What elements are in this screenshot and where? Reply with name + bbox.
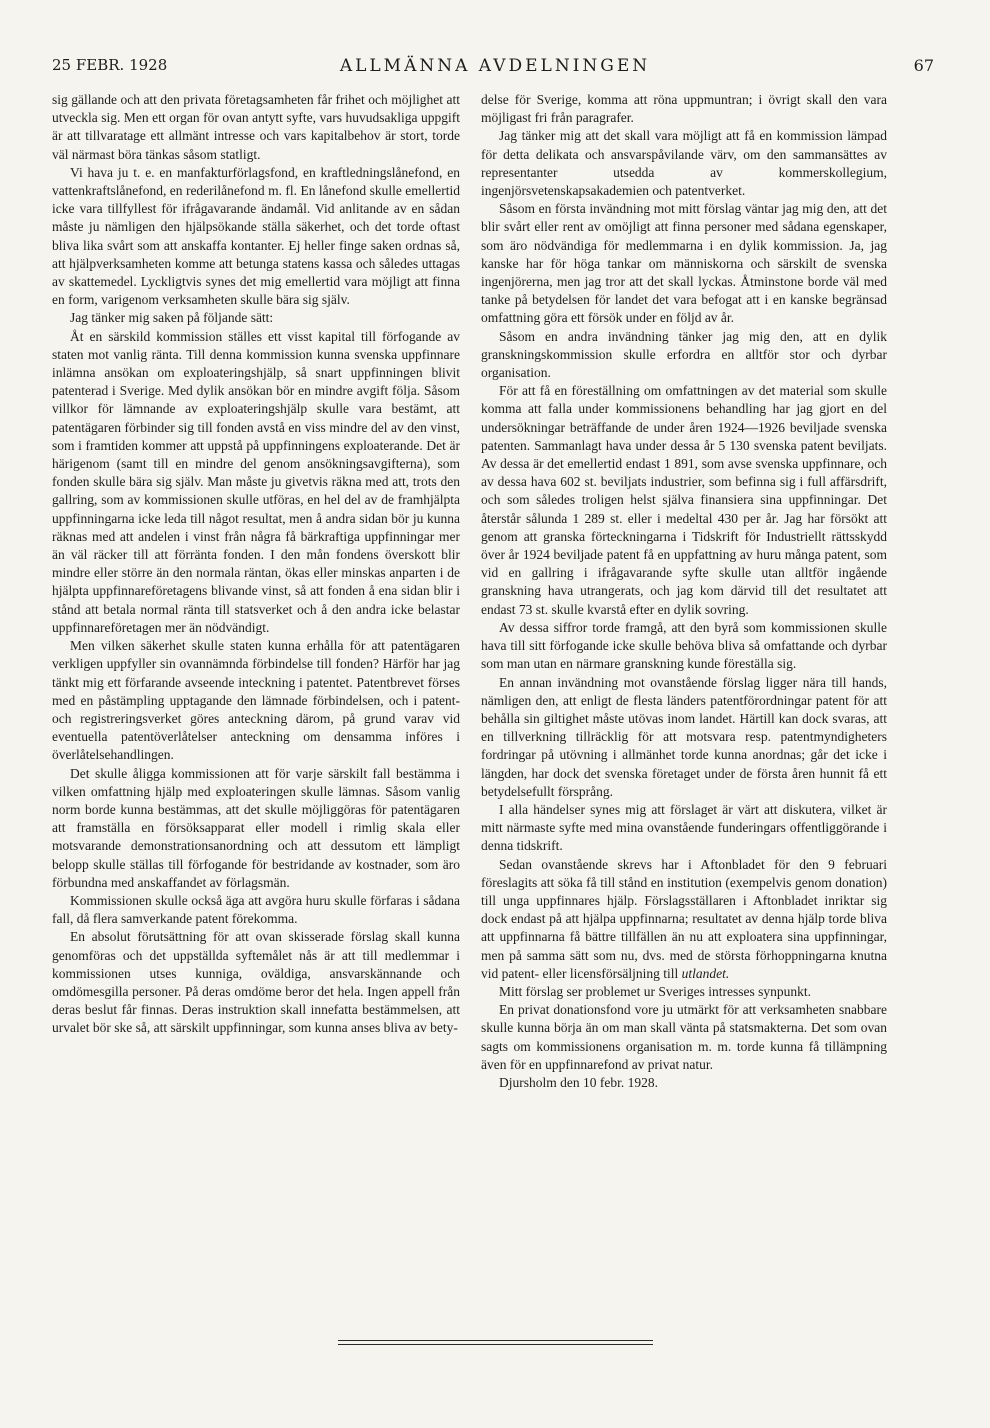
end-rule-bottom — [338, 1344, 653, 1345]
paragraph: För att få en föreställning om omfattningen av det material som skulle komma att falla under kommissionens behandling har jag gjort en del undersökningar beträffande de under åren 1924—1926 beviljade svenska patenten. Sammanlagt hava under dessa år 5 130 svenska patent beviljats. Av dessa är det emellertid endast 1 891, som avse svenska uppfinnare, och av dessa hava 602 st. beviljats industrier, som befinna sig i full affärsdrift, och som således troligen helst själva finansiera sina uppfinningar. Det återstår sålunda 1 289 st. eller i medeltal 430 per år. Jag har försökt att genom att granska förteckningarna i Tidskrift för Industriellt rättsskydd över år 1924 beviljade patent få en uppfattning av huru många patent, som vid en gallring i ifrågavarande syfte skulle utan alltför ingående granskning hava utrangerats, och jag kom därvid till det resultatet att endast 73 st. skulle kvarstå efter en dylik sovring. — [481, 383, 887, 617]
paragraph: Såsom en andra invändning tänker jag mig den, att en dylik granskningskommission skulle erfordra en alltför stor och dyrbar organisation. — [481, 328, 887, 381]
paragraph: Åt en särskild kommission ställes ett visst kapital till förfogande av staten mot vanlig ränta. Till denna kommission kunna svenska uppfinnare inlämna ansökan om exploateringshjälp, så snart uppfinningen blivit patenterad i Sverige. Med dylik ansökan bör en mindre avgift följa. Såsom villkor för lämnande av exploateringshjälp skulle vara bestämt, att patentägaren förbinder sig till fonden avstå en viss mindre del av den vinst, som i framtiden kommer att uppstå på uppfinningens exploaterande. Det är härigenom (samt till en mindre del genom ansökningsavgifterna), som fonden skulle bära sig själv. Man måste ju givetvis räkna med att, trots den gallring, som av kommissionen skulle utföras, en hel del av de framhjälpta uppfinningarna icke leda till något resultat, men å andra sidan bör ju kunna räknas med att andelen i vinst från några få bärkraftiga uppfinningar mer än väl räcker till att förränta fonden. I den mån fondens överskott blir mindre eller större än den normala räntan, ökas eller minskas anparten i de hjälpta uppfinnareföretagens blivande vinst, så att fonden å ena sidan blir i stånd att betala normal ränta till statsverket och å den andra icke belastar uppfinnareföretagen mer än nödvändigt. — [52, 328, 460, 635]
paragraph: Jag tänker mig att det skall vara möjligt att få en kommission lämpad för detta delikata och ansvarspåvilande värv, om den sammansättes av representanter utsedda av kommerskollegium, ingenjörsvetenskapsakademien och patentverket. — [481, 128, 887, 199]
paragraph: Vi hava ju t. e. en manfakturförlagsfond, en kraftledningslånefond, en vattenkraftslånefond, en rederilånefond m. fl. En lånefond skulle emellertid icke vara tillfyllest för ifrågavarande ändamål. Vid anlitande av en sådan måste ju nämligen den hjälpsökande ställa säkerhet, och det torde oftast bliva lika svårt som att anskaffa kontanter. Ej heller finge saken ordnas så, att hjälpverksamheten komme att betunga statens kassa och således uttagas av skattemedel. Lyckligtvis synes det mig emellertid vara möjligt att finna en form, varigenom verksamheten skulle bära sig själv. — [52, 164, 460, 308]
paragraph: sig gällande och att den privata företagsamheten får frihet och möjlighet att utveckla sig. Men ett organ för ovan antytt syfte, vars huvudsakliga uppgift är att tillvaratage ett allmänt intresse och vars kapitalbehov är stort, torde väl närmast böra tänkas såsom statligt. — [52, 92, 460, 162]
paragraph: Av dessa siffror torde framgå, att den byrå som kommissionen skulle hava till sitt förfogande icke skulle behöva bliva så omfattande och dyrbar som man utan en närmare granskning kunde föreställa sig. — [481, 619, 887, 672]
emphasized-word: utlandet. — [681, 965, 730, 981]
paragraph — [481, 856, 887, 983]
paragraph: Jag tänker mig saken på följande sätt: — [70, 310, 274, 326]
paragraph-text: Sedan ovanstående skrevs har i Aftonbladet för den 9 februari föreslagits att söka få till stånd en institution (exempelvis genom donation) till unga uppfinnares hjälp. Förslagsställaren i Aftonbladet inriktar sig dock endast på att hjälpa uppfinnarna; resultatet av denna hjälp torde bliva att uppfinnarna få bättre tillfällen än nu att exploatera sina uppfinningar, men på samma sätt som nu, dvs. med de största förhoppningarna knutna vid patent- eller licensförsäljning till — [481, 856, 887, 981]
paragraph: I alla händelser synes mig att förslaget är värt att diskutera, vilket är mitt närmaste syfte med mina ovanstående funderingars offentliggörande i denna tidskrift. — [481, 801, 887, 854]
paragraph: En absolut förutsättning för att ovan skisserade förslag skall kunna genomföras och det uppställda syftemålet nås är att till medlemmar i kommissionen utses kunniga, oväldiga, ansvarskännande och omdömesgilla personer. På deras omdöme beror det hela. Ingen appell från deras beslut får finnas. Deras instruktion skall innefatta bestämmelsen, att urvalet bör ske så, att särskilt uppfinningar, som kunna anses bliva av bety- — [52, 929, 460, 1036]
paragraph: delse för Sverige, komma att röna uppmuntran; i övrigt skall den vara möjligast fri från paragrafer. — [481, 92, 887, 126]
paragraph: En annan invändning mot ovanstående förslag ligger nära till hands, nämligen den, att enligt de flesta länders patentförordningar patent för att behålla sin giltighet måste utövas inom landet. Härtill kan dock svaras, att en tillverkning tillräcklig för att motsvara resp. patentmyndigheters fordringar på utövning i allmänhet torde kunna anordnas; går det icke i längden, har dock det svenska företaget under de första åren hunnit få ett betydelsefullt försprång. — [481, 674, 887, 799]
signature-line: Djursholm den 10 febr. 1928. — [499, 1074, 658, 1090]
paragraph: Kommissionen skulle också äga att avgöra huru skulle förfaras i sådana fall, då flera samverkande patent förekomma. — [52, 892, 460, 927]
page-number: 67 — [913, 56, 934, 75]
right-column — [481, 91, 887, 1092]
paragraph: Men vilken säkerhet skulle staten kunna erhålla för att patentägaren verkligen uppfyller sin ovannämnda förbindelse till fonden? Härför har jag tänkt mig ett förfarande avseende inteckning i patentet. Patentbrevet förses med en påstämpling upptagande den lämnade förbindelsen, och i patent- och registreringsverket göres anteckning därom, på grund varav vid eventuella patentöverlåtelser anteckning om densamma införes i överlåtelsehandlingen. — [52, 638, 460, 763]
paragraph: Mitt förslag ser problemet ur Sveriges intresses synpunkt. — [499, 983, 811, 999]
paragraph: Det skulle åligga kommissionen att för varje särskilt fall bestämma i vilken omfattning hjälp med exploateringen skulle lämnas. Såsom vanlig norm borde kunna bestämmas, att det skulle möjliggöras för patentägaren att framställa en försöksapparat eller modell i rimlig skala eller motsvarande demonstrationsanordning och att dessutom ett lämpligt belopp skulle ställas till förfogande för bestridande av kostnader, som äro förbundna med anskaffandet av förlagsmän. — [52, 765, 460, 890]
paragraph: Såsom en första invändning mot mitt förslag väntar jag mig den, att det blir svårt eller rent av omöjligt att finna personer med sådana egenskaper, som äro nödvändiga för medlemmarna i en dylik kommission. Ja, jag kanske har för höga tankar om människorna och särskilt de svenska ingenjörerna, men jag tror att det skall lyckas. Åtminstone borde väl med tanke på betydelsen för landet det vara befogat att i en kanske begränsad omfattning göra ett försök under en följd av år. — [481, 201, 887, 326]
end-rule-top — [338, 1340, 653, 1341]
header-date: 25 FEBR. 1928 — [52, 56, 168, 74]
paragraph: En privat donationsfond vore ju utmärkt för att verksamheten snabbare skulle kunna börja än om man skall vänta på statsmakterna. Det som ovan sagts om kommissionens organisation m. m. torde kunna få tillämpning även för en uppfinnarefond av privat natur. — [481, 1002, 887, 1072]
left-column — [52, 91, 460, 1038]
page-header — [52, 56, 938, 82]
section-title: ALLMÄNNA AVDELNINGEN — [339, 56, 651, 76]
